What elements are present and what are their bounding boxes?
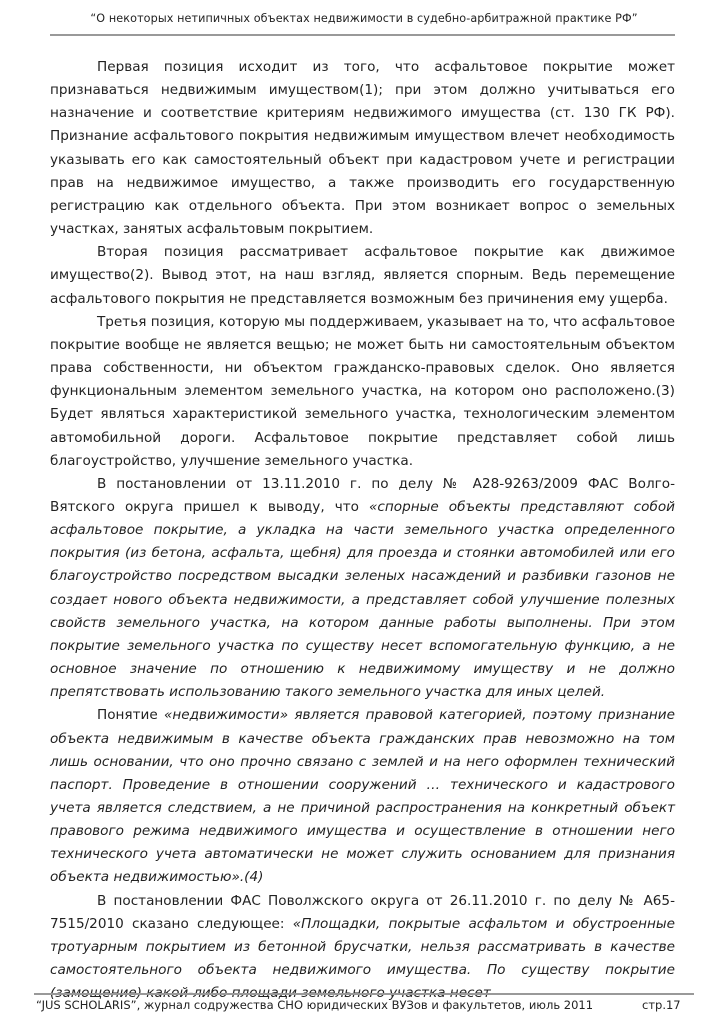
paragraph-3: Третья позиция, которую мы поддерживаем, указывает на то, что асфальтовое покрытие вообще не является вещью; не может быть ни самостоятельным объектом права собственности, ни объектом гражданско-правовых сделок. Оно является функциональным элементом земельного участка, на котором оно расположено.(3) Будет являться характеристикой земельного участка, технологическим элементом автомобильной дороги. Асфальтовое покрытие представляет собой лишь благоустройство, улучшение земельного участка. xyxy=(50,313,675,469)
paragraph-5-intro: Понятие xyxy=(97,707,164,724)
paragraph-1: Первая позиция исходит из того, что асфальтовое покрытие может признаваться недвижимым имуществом(1); при этом должно учитываться его назначение и соответствие критериям недвижимого имущества (ст. 130 ГК РФ). Признание асфальтового покрытия недвижимым имуществом влечет необходимость указывать его как самостоятельный объект при кадастровом учете и регистрации прав на недвижимое имущество, а также производить его государственную регистрацию как отдельного объекта. При этом возникает вопрос о земельных участках, занятых асфальтовым покрытием. xyxy=(50,59,675,238)
footer-journal: “JUS SCHOLARIS”, журнал содружества СНО юридических ВУЗов и факультетов, июль 2011 xyxy=(36,998,594,1012)
paragraph-6 xyxy=(50,890,675,1006)
paragraph-2: Вторая позиция рассматривает асфальтовое покрытие как движимое имущество(2). Вывод этот, на наш взгляд, является спорным. Ведь перемещение асфальтового покрытия не представляется возможным без причинения ему ущерба. xyxy=(50,244,675,307)
footer-divider xyxy=(34,993,694,995)
paragraph-6-quote: «Площадки, покрытые асфальтом и обустроенные тротуарным покрытием из бетонной брусчатки, нельзя рассматривать в качестве самостоятельного объекта недвижимого имущества. По существу покрытие (замощение) какой-либо площади земельного участка несет xyxy=(50,915,675,1002)
paragraph-5 xyxy=(50,704,675,889)
paragraph-4-intro: В постановлении от 13.11.2010 г. по делу № А28-9263/2009 ФАС Волго-Вятского округа пришел к выводу, что xyxy=(50,475,675,515)
paragraph-5-quote: «недвижимости» является правовой категорией, поэтому признание объекта недвижимым в качестве объекта гражданских прав невозможно на том лишь основании, что оно прочно связано с землей и на него оформлен технический паспорт. Проведение в отношении сооружений … технического и кадастрового учета является следствием, а не причиной распространения на конкретный объект правового режима недвижимого имущества и осуществление в отношении него технического учета автоматически не может служить основанием для признания объекта недвижимостью».(4) xyxy=(50,707,676,886)
page-number: стр.17 xyxy=(642,998,681,1012)
paragraph-6-intro: В постановлении ФАС Поволжского округа от 26.11.2010 г. по делу № А65-7515/2010 сказано следующее: xyxy=(50,892,675,932)
article-body xyxy=(50,56,675,1005)
paragraph-4 xyxy=(50,473,675,705)
paragraph-4-quote: «спорные объекты представляют собой асфальтовое покрытие, а укладка на части земельного участка определенного покрытия (из бетона, асфальта, щебня) для проезда и стоянки автомобилей или его благоустройство посредством высадки зеленых насаждений и разбивки газонов не создает нового объекта недвижимости, а представляет собой улучшение полезных свойств земельного участка, на котором данные работы выполнены. При этом покрытие земельного участка по существу несет вспомогательную функцию, а не основное значение по отношению к недвижимому имуществу и не должно препятствовать использованию такого земельного участка для иных целей. xyxy=(50,498,675,701)
running-header: “О некоторых нетипичных объектах недвижимости в судебно-арбитражной практике РФ” xyxy=(90,12,638,25)
header-divider xyxy=(50,34,675,36)
